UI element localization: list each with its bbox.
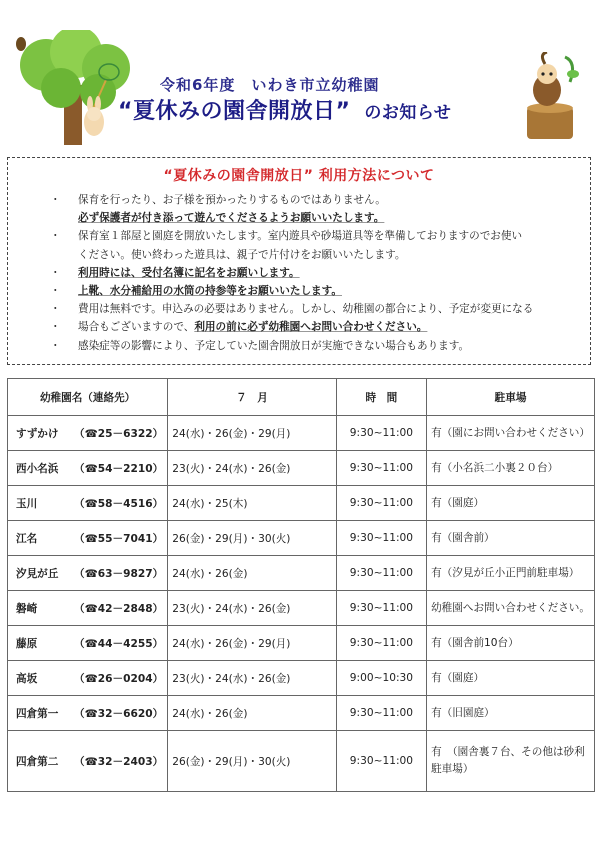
- notice-text: 保育室１部屋と園庭を開放いたします。室内遊具や砂場道具等を準備しておりますのでお使い: [78, 230, 523, 243]
- table-row: [8, 696, 595, 731]
- phone-number: （☎32－6620）: [74, 707, 164, 720]
- bullet-dot: ・: [50, 321, 61, 334]
- date-cell: 23(火)・24(水)・26(金): [168, 591, 336, 626]
- header: [0, 0, 600, 160]
- notice-text-emphasis: 必ず保護者が付き添って遊んでくださるようお願いいたします。: [78, 212, 385, 225]
- table-row: [8, 626, 595, 661]
- time-cell: 9:30~11:00: [336, 626, 426, 661]
- date-cell: 23(火)・24(水)・26(金): [168, 661, 336, 696]
- usage-notice-box: [7, 157, 591, 365]
- date-cell: 24(水)・26(金)・29(月): [168, 626, 336, 661]
- time-cell: 9:00~10:30: [336, 661, 426, 696]
- kindergarten-name: 磐崎: [16, 602, 38, 615]
- kindergarten-cell: [8, 486, 168, 521]
- phone-number: （☎26－0204）: [74, 672, 164, 685]
- bullet-dot: ・: [50, 266, 61, 279]
- beetle-illustration: [515, 52, 585, 142]
- phone-number: （☎25－6322）: [74, 427, 164, 440]
- time-cell: 9:30~11:00: [336, 521, 426, 556]
- bullet-dot: ・: [50, 285, 61, 298]
- bullet-dot: ・: [50, 230, 61, 243]
- header-july: ７ 月: [168, 379, 336, 416]
- notice-item: [50, 264, 590, 282]
- date-cell: 23(火)・24(水)・26(金): [168, 451, 336, 486]
- notice-item: [50, 282, 590, 300]
- parking-cell: 有（園庭）: [427, 486, 595, 521]
- header-kindergarten: 幼稚園名（連絡先）: [8, 379, 168, 416]
- header-title-main: [118, 94, 451, 125]
- notice-item: [50, 227, 590, 245]
- phone-number: （☎63－9827）: [74, 567, 164, 580]
- phone-number: （☎32－2403）: [74, 755, 164, 768]
- phone-number: （☎42－2848）: [74, 602, 164, 615]
- notice-item: [50, 337, 590, 355]
- parking-cell: 幼稚園へお問い合わせください。: [427, 591, 595, 626]
- parking-cell: 有（小名浜二小裏２０台）: [427, 451, 595, 486]
- kindergarten-cell: [8, 696, 168, 731]
- kindergarten-name: 玉川: [16, 497, 38, 510]
- time-cell: 9:30~11:00: [336, 731, 426, 792]
- notice-item: [50, 300, 590, 318]
- kindergarten-name: 四倉第一: [16, 707, 59, 720]
- kindergarten-cell: [8, 731, 168, 792]
- phone-number: （☎54－2210）: [74, 462, 164, 475]
- table-row: [8, 591, 595, 626]
- header-time: 時 間: [336, 379, 426, 416]
- date-cell: 24(水)・26(金): [168, 696, 336, 731]
- notice-item: [50, 318, 590, 336]
- time-cell: 9:30~11:00: [336, 556, 426, 591]
- parking-cell: 有（園舎前10台）: [427, 626, 595, 661]
- kindergarten-cell: [8, 661, 168, 696]
- kindergarten-cell: [8, 591, 168, 626]
- date-cell: 24(水)・26(金): [168, 556, 336, 591]
- table-row: [8, 556, 595, 591]
- table-row: [8, 521, 595, 556]
- kindergarten-cell: [8, 521, 168, 556]
- kindergarten-name: 西小名浜: [16, 462, 59, 475]
- notice-text-emphasis: 上靴、水分補給用の水筒の持参等をお願いいたします。: [78, 285, 342, 298]
- kindergarten-name: 汐見が丘: [16, 567, 59, 580]
- parking-cell: 有（園舎前）: [427, 521, 595, 556]
- parking-cell: 有（汐見が丘小正門前駐車場）: [427, 556, 595, 591]
- notice-item: [50, 246, 590, 264]
- kindergarten-name: 藤原: [16, 637, 38, 650]
- time-cell: 9:30~11:00: [336, 591, 426, 626]
- kindergarten-cell: [8, 556, 168, 591]
- bullet-dot: ・: [50, 303, 61, 316]
- notice-item: [50, 209, 590, 227]
- notice-text-emphasis: 利用時には、受付名簿に記名をお願いします。: [78, 266, 300, 279]
- schedule-table: [7, 378, 595, 792]
- notice-text: ください。使い終わった遊具は、親子で片付けをお願いいたします。: [78, 248, 406, 261]
- parking-cell: 有（園にお問い合わせください）: [427, 416, 595, 451]
- notice-text: 保育を行ったり、お子様を預かったりするものではありません。: [78, 194, 386, 206]
- kindergarten-cell: [8, 451, 168, 486]
- parking-cell: 有（旧園庭）: [427, 696, 595, 731]
- table-row: [8, 416, 595, 451]
- notice-list: [8, 191, 590, 355]
- phone-number: （☎44－4255）: [74, 637, 164, 650]
- phone-number: （☎58－4516）: [74, 497, 164, 510]
- date-cell: 24(水)・25(木): [168, 486, 336, 521]
- notice-text-emphasis: 利用の前に必ず幼稚園へお問い合わせください。: [194, 321, 428, 334]
- notice-text: 費用は無料です。申込みの必要はありません。しかし、幼稚園の都合により、予定が変更になる: [78, 303, 534, 316]
- time-cell: 9:30~11:00: [336, 486, 426, 521]
- date-cell: 26(金)・29(月)・30(火): [168, 521, 336, 556]
- table-row: [8, 731, 595, 792]
- header-parking: 駐車場: [427, 379, 595, 416]
- notice-text: 場合もございますので、: [78, 321, 195, 334]
- tree-bunny-illustration: [6, 30, 156, 145]
- header-title-line1: 令和6年度 いわき市立幼稚園: [160, 76, 380, 94]
- kindergarten-name: 高坂: [16, 672, 38, 685]
- table-row: [8, 661, 595, 696]
- phone-number: （☎55－7041）: [74, 532, 164, 545]
- table-header-row: [8, 379, 595, 416]
- table-row: [8, 486, 595, 521]
- bullet-dot: ・: [50, 194, 61, 206]
- time-cell: 9:30~11:00: [336, 451, 426, 486]
- bullet-dot: ・: [50, 339, 61, 352]
- time-cell: 9:30~11:00: [336, 416, 426, 451]
- parking-cell: 有 （園舎裏７台、その他は砂利駐車場）: [427, 731, 595, 792]
- title-suffix: のお知らせ: [364, 103, 452, 123]
- kindergarten-name: すずかけ: [16, 427, 59, 440]
- kindergarten-cell: [8, 626, 168, 661]
- date-cell: 26(金)・29(月)・30(火): [168, 731, 336, 792]
- parking-cell: 有（園庭）: [427, 661, 595, 696]
- date-cell: 24(水)・26(金)・29(月): [168, 416, 336, 451]
- kindergarten-name: 江名: [16, 532, 38, 545]
- table-row: [8, 451, 595, 486]
- kindergarten-name: 四倉第二: [16, 755, 59, 768]
- title-main-text: “夏休みの園舎開放日”: [118, 99, 351, 124]
- notice-title: “夏休みの園舎開放日” 利用方法について: [163, 168, 435, 184]
- kindergarten-cell: [8, 416, 168, 451]
- time-cell: 9:30~11:00: [336, 696, 426, 731]
- notice-item: [50, 191, 590, 209]
- notice-text: 感染症等の影響により、予定していた園舎開放日が実施できない場合もあります。: [78, 339, 470, 352]
- schedule-body: [8, 416, 595, 792]
